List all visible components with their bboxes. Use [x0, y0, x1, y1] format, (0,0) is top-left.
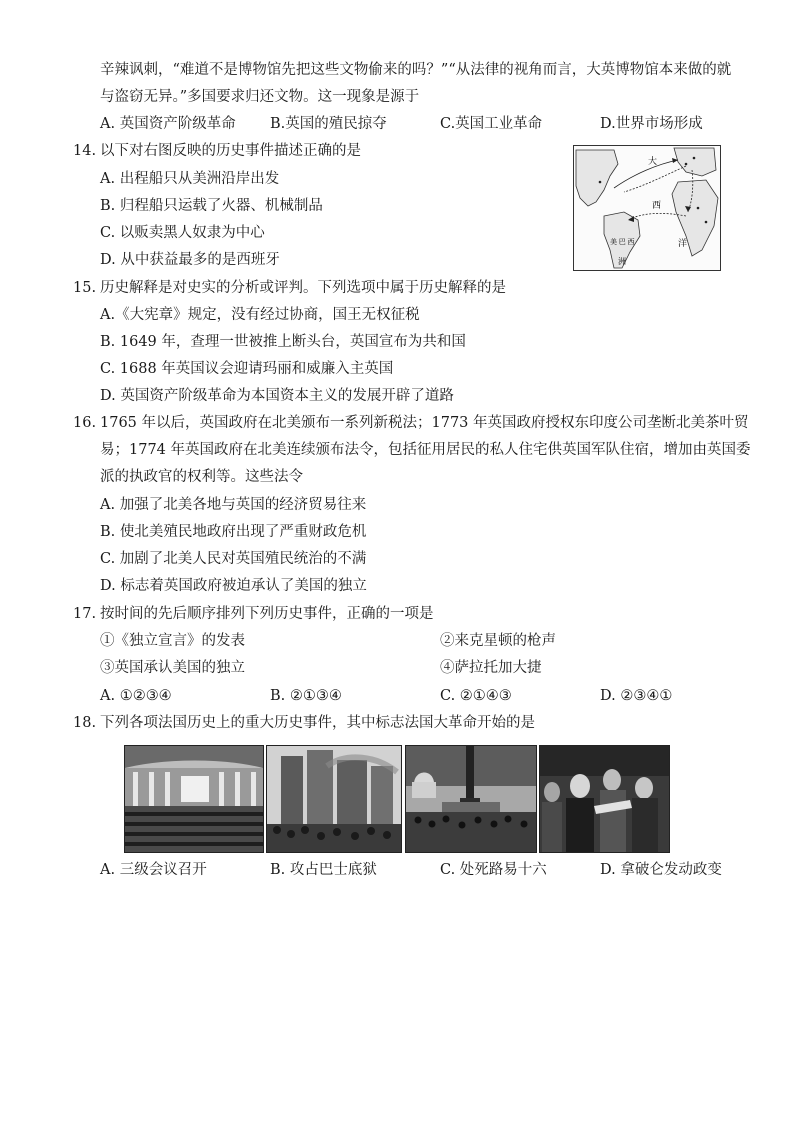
q18-option-c[interactable]: C. 处死路易十六 [440, 862, 547, 878]
map-label-zhou: 洲 [618, 257, 626, 266]
q18-stem: 下列各项法国历史上的重大历史事件，其中标志法国大革命开始的是 [100, 715, 535, 731]
map-label-xi: 西 [652, 200, 662, 210]
q18-number: 18. [73, 715, 97, 731]
q15-stem: 历史解释是对史实的分析或评判。下列选项中属于历史解释的是 [100, 280, 506, 296]
q15-option-d[interactable]: D. 英国资产阶级革命为本国资本主义的发展开辟了道路 [100, 388, 454, 404]
q13-stem-line-1: 辛辣讽刺，“难道不是博物馆先把这些文物偷来的吗？”“从法律的视角而言，大英博物馆本来做的就 [100, 62, 732, 78]
q13-option-c[interactable]: C.英国工业革命 [440, 116, 543, 132]
execution-image [405, 745, 537, 853]
q16-stem-line-3: 派的执政官的权利等。这些法令 [100, 469, 303, 485]
triangle-trade-map [573, 145, 721, 271]
q15-number: 15. [73, 280, 97, 296]
q17-option-c[interactable]: C. ②①④③ [440, 688, 512, 704]
q17-stem: 按时间的先后顺序排列下列历史事件，正确的一项是 [100, 606, 434, 622]
q17-event-3: ③英国承认美国的独立 [100, 660, 245, 676]
map-drawing [574, 146, 720, 270]
q16-stem-line-2: 易；1774 年英国政府在北美连续颁布法令，包括征用居民的私人住宅供英国军队住宿，增加由英国委 [100, 442, 751, 458]
q16-stem-line-1: 1765 年以后，英国政府在北美颁布一系列新税法；1773 年英国政府授权东印度公司垄断北美茶叶贸 [100, 415, 749, 431]
q14-option-a[interactable]: A. 出程船只从美洲沿岸出发 [100, 171, 280, 187]
q16-option-b[interactable]: B. 使北美殖民地政府出现了严重财政危机 [100, 524, 367, 540]
q17-event-4: ④萨拉托加大捷 [440, 660, 542, 676]
q17-option-b[interactable]: B. ②①③④ [270, 688, 342, 704]
estates-general-image [124, 745, 264, 853]
q13-stem-line-2: 与盗窃无异。”多国要求归还文物。这一现象是源于 [100, 89, 420, 105]
q18-option-b[interactable]: B. 攻占巴士底狱 [270, 862, 377, 878]
q13-option-b[interactable]: B.英国的殖民掠夺 [270, 116, 387, 132]
q16-option-d[interactable]: D. 标志着英国政府被迫承认了美国的独立 [100, 578, 367, 594]
q17-number: 17. [73, 606, 97, 622]
q15-option-b[interactable]: B. 1649 年，查理一世被推上断头台，英国宣布为共和国 [100, 334, 466, 350]
q13-option-d[interactable]: D.世界市场形成 [600, 116, 703, 132]
q13-option-a[interactable]: A. 英国资产阶级革命 [100, 116, 236, 132]
q14-option-d[interactable]: D. 从中获益最多的是西班牙 [100, 252, 280, 268]
q18-option-a[interactable]: A. 三级会议召开 [100, 862, 207, 878]
q17-option-d[interactable]: D. ②③④① [600, 688, 673, 704]
napoleon-coup-image [539, 745, 670, 853]
q15-option-a[interactable]: A.《大宪章》规定，没有经过协商，国王无权征税 [100, 307, 420, 323]
q17-event-1: ①《独立宣言》的发表 [100, 633, 245, 649]
q14-option-b[interactable]: B. 归程船只运载了火器、机械制品 [100, 198, 323, 214]
map-label-meibaxi: 美 巴 西 [610, 238, 635, 246]
q14-number: 14. [73, 143, 97, 159]
map-label-yang: 洋 [678, 238, 688, 248]
q14-stem: 以下对右图反映的历史事件描述正确的是 [100, 143, 361, 159]
q17-option-a[interactable]: A. ①②③④ [100, 688, 172, 704]
bastille-image [266, 745, 402, 853]
q16-option-a[interactable]: A. 加强了北美各地与英国的经济贸易往来 [100, 497, 367, 513]
map-label-da: 大 [648, 156, 658, 166]
q17-event-2: ②来克星顿的枪声 [440, 633, 556, 649]
q14-option-c[interactable]: C. 以贩卖黑人奴隶为中心 [100, 225, 265, 241]
q16-number: 16. [73, 415, 97, 431]
q15-option-c[interactable]: C. 1688 年英国议会迎请玛丽和威廉入主英国 [100, 361, 394, 377]
q16-option-c[interactable]: C. 加剧了北美人民对英国殖民统治的不满 [100, 551, 367, 567]
q18-option-d[interactable]: D. 拿破仑发动政变 [600, 862, 722, 878]
